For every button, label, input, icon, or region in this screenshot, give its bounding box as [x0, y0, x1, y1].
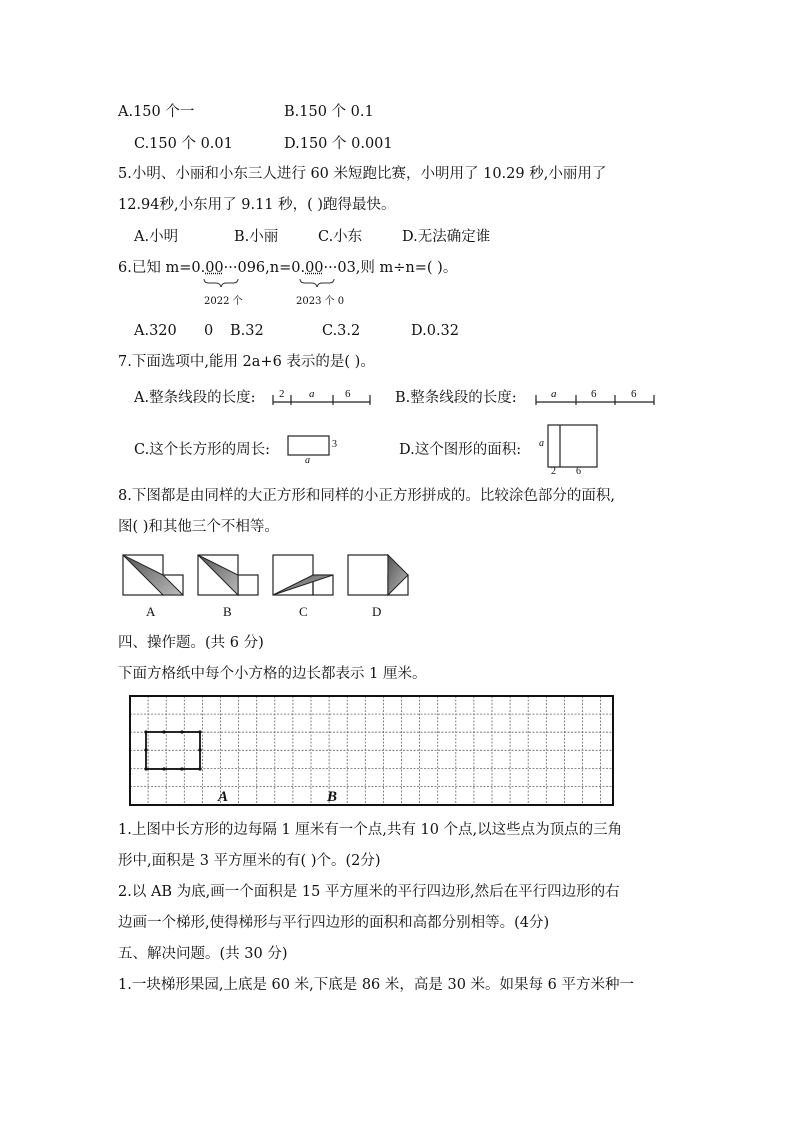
q8-label-c: C [299, 604, 308, 619]
q5-stem-line1: 5.小明、小丽和小东三人进行 60 米短跑比赛，小明用了 10.29 秒,小丽用了 [118, 166, 607, 182]
q7-fig-d-label-6: 6 [576, 466, 581, 477]
q5-option-d: D.无法确定谁 [402, 229, 491, 245]
point-a-label: A [218, 789, 229, 805]
q7-seg-a-label-6: 6 [345, 388, 351, 400]
section5-q1-line1: 1.一块梯形果园,上底是 60 米,下底是 86 米，高是 30 米。如果每 6 平方米种一 [118, 977, 635, 993]
section4-q2-line1: 2.以 AB 为底,画一个面积是 15 平方厘米的平行四边形,然后在平行四边形的右 [118, 884, 620, 900]
q8-label-d: D [372, 604, 382, 619]
q5-stem-line2: 12.94秒,小东用了 9.11 秒，( )跑得最快。 [118, 197, 396, 213]
q7-option-a: A.整条线段的长度: [134, 390, 256, 406]
q8-label-b: B [223, 604, 232, 619]
q5-option-b: B.小丽 [234, 229, 279, 245]
q7-fig-d-label-a: a [539, 438, 544, 449]
q7-seg-b-label-a: a [551, 388, 557, 400]
q6-brace-label-2: 2023 个 0 [296, 296, 345, 307]
point-b-label: B [327, 789, 338, 805]
section5-title: 五、解决问题。(共 30 分) [118, 946, 288, 962]
q6-option-b: B.32 [230, 323, 264, 339]
q6-option-a-extra: 0 [204, 323, 214, 339]
q4-option-a: A.150 个一 [118, 104, 195, 120]
section4-intro: 下面方格纸中每个小方格的边长都表示 1 厘米。 [118, 666, 427, 682]
q7-option-d: D.这个图形的面积: [399, 442, 522, 458]
q6-option-d: D.0.32 [411, 323, 460, 339]
q7-seg-b-label-6a: 6 [591, 388, 597, 400]
section4-q1-line1: 1.上图中长方形的边每隔 1 厘米有一个点,共有 10 个点,以这些点为顶点的三角 [118, 822, 623, 838]
q7-seg-a-label-a: a [309, 388, 315, 400]
q7-fig-d-label-2: 2 [551, 466, 556, 477]
q6-n-rest: ···03,则 m÷n=( )。 [323, 260, 458, 276]
q6-option-a: A.320 [134, 323, 177, 339]
q8-stem-line2: 图( )和其他三个不相等。 [118, 519, 279, 535]
q7-stem: 7.下面选项中,能用 2a+6 表示的是( )。 [118, 354, 375, 370]
q5-option-c: C.小东 [318, 229, 363, 245]
q4-option-b: B.150 个 0.1 [284, 104, 374, 120]
q7-option-c: C.这个长方形的周长: [134, 442, 271, 458]
q6-n-zeros: 00 [305, 260, 324, 276]
q6-m-rest: ···096,n=0. [223, 260, 306, 276]
q4-option-c: C.150 个 0.01 [134, 136, 233, 152]
section4-q2-line2: 边画一个梯形,使得梯形与平行四边形的面积和高都分别相等。(4分) [118, 915, 550, 931]
q7-rect-c-label-a: a [305, 455, 310, 466]
q7-seg-a-label-2: 2 [279, 388, 285, 400]
q4-option-d: D.150 个 0.001 [284, 136, 393, 152]
section4-title: 四、操作题。(共 6 分) [118, 635, 264, 651]
q8-stem-line1: 8.下图都是由同样的大正方形和同样的小正方形拼成的。比较涂色部分的面积, [118, 488, 615, 504]
q7-rect-c-label-3: 3 [332, 439, 337, 450]
q6-prefix: 6.已知 m=0. [118, 260, 206, 276]
q6-m-zeros: 00 [205, 260, 224, 276]
q7-option-b: B.整条线段的长度: [395, 390, 517, 406]
q6-option-c: C.3.2 [322, 323, 361, 339]
section4-q1-line2: 形中,面积是 3 平方厘米的有( )个。(2分) [118, 853, 381, 869]
q7-seg-b-label-6b: 6 [631, 388, 637, 400]
q6-brace-label-1: 2022 个 [204, 296, 243, 307]
q8-label-a: A [146, 604, 156, 619]
q5-option-a: A.小明 [134, 229, 179, 245]
